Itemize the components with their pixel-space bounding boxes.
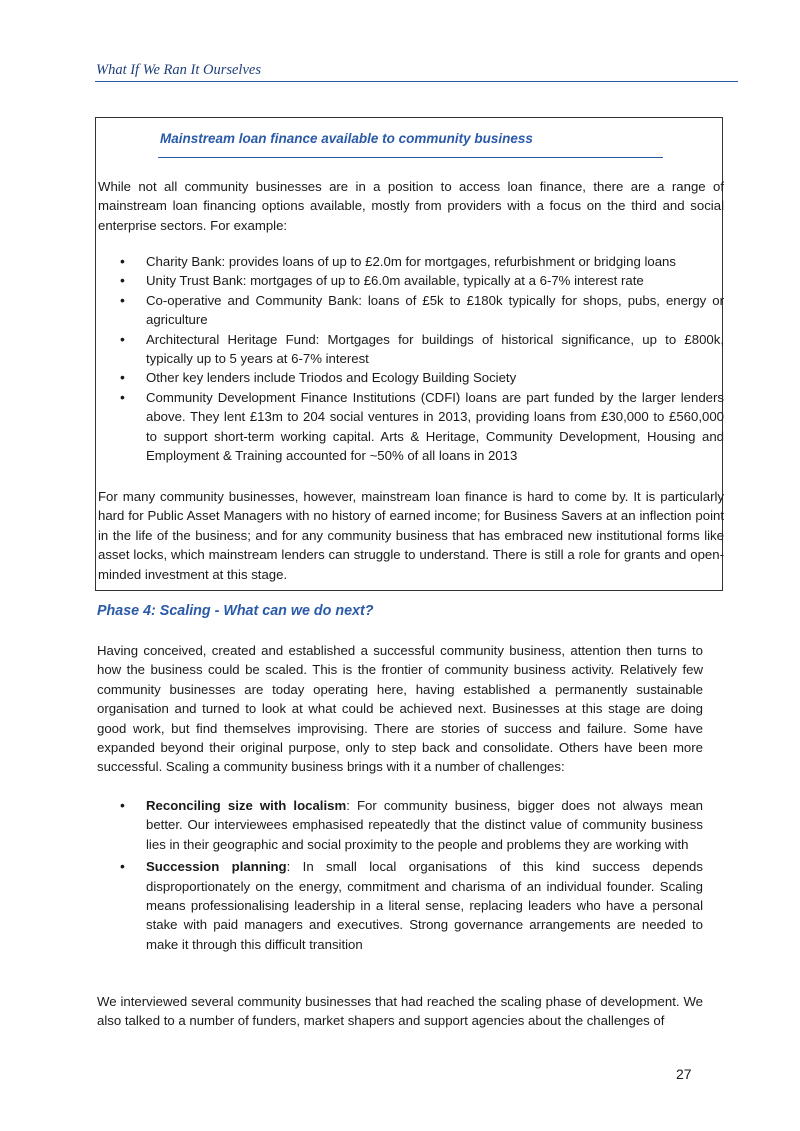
closing-paragraph: We interviewed several community businesses that had reached the scaling phase of development. We also talked to a number of funders, market shapers and support agencies about the challenges of [97,994,703,1029]
list-item: • Co-operative and Community Bank: loans of £5k to £180k typically for shops, pubs, energy or agriculture [120,291,724,330]
list-item: • Charity Bank: provides loans of up to £2.0m for mortgages, refurbishment or bridging loans [120,252,724,271]
list-item: • Unity Trust Bank: mortgages of up to £6.0m available, typically at a 6-7% interest rate [120,271,724,290]
challenge-term: Reconciling size with localism [146,798,347,813]
box-title-rule [158,157,663,158]
challenge-term: Succession planning [146,859,287,875]
page-number: 27 [676,1066,692,1082]
list-item: • Other key lenders include Triodos and Ecology Building Society [120,368,724,387]
list-item [120,796,703,854]
box-intro: While not all community businesses are in a position to access loan finance, there are a range of mainstream loan financing options available, mostly from providers with a focus on the third and social enterprise sectors. For example: [98,179,724,233]
challenge-text: : For community business, bigger does not always mean better. Our interviewees emphasised repeatedly that the distinct value of community business lies in their geographic and social proximity to the people and problems they are working with [146,798,703,852]
section-paragraph: Having conceived, created and established a successful community business, attention then turns to how the business could be scaled. This is the frontier of community business activity. Relatively few community businesses are today operating here, having established a permanently sustainable organisation and turned to look at what could be achieved next. Businesses at this stage are doing good work, but find themselves improvising. There are stories of success and failure. Some have expanded beyond their original purpose, only to step back and consolidate. Others have been more successful. Scaling a community business brings with it a number of challenges: [97,643,703,775]
list-item: • Community Development Finance Institutions (CDFI) loans are part funded by the larger lenders above. They lent £13m to 204 social ventures in 2013, providing loans from £30,000 to £560,000 to support short-term working capital. Arts & Heritage, Community Development, Housing and Employment & Training accounted for ~50% of all loans in 2013 [120,388,724,466]
section-heading: Phase 4: Scaling - What can we do next? [97,603,374,619]
lender-list [120,252,724,465]
list-item: • Architectural Heritage Fund: Mortgages for buildings of historical significance, up to £800k, typically up to 5 years at 6-7% interest [120,330,724,369]
challenge-list [120,796,703,957]
challenge-text: : In small local organisations of this kind success depends disproportionately on the energy, commitment and charisma of an individual founder. Scaling means professionalising leadership in a literal sense, replacing leaders who have a personal stake with paid managers and executives. Strong governance arrangements are needed to make it through this difficult transition [146,859,703,952]
loan-finance-box [95,117,723,591]
box-outro: For many community businesses, however, mainstream loan finance is hard to come by. It is particularly hard for Public Asset Managers with no history of earned income; for Business Savers at an inflection point in the life of the business; and for any community business that has embraced new institutional forms like asset locks, which mainstream lenders can struggle to understand. There is still a role for grants and open-minded investment at this stage. [98,489,724,582]
running-header: What If We Ran It Ourselves [96,62,261,78]
header-rule [95,81,738,82]
list-item [120,857,703,954]
box-title: Mainstream loan finance available to community business [160,131,533,146]
